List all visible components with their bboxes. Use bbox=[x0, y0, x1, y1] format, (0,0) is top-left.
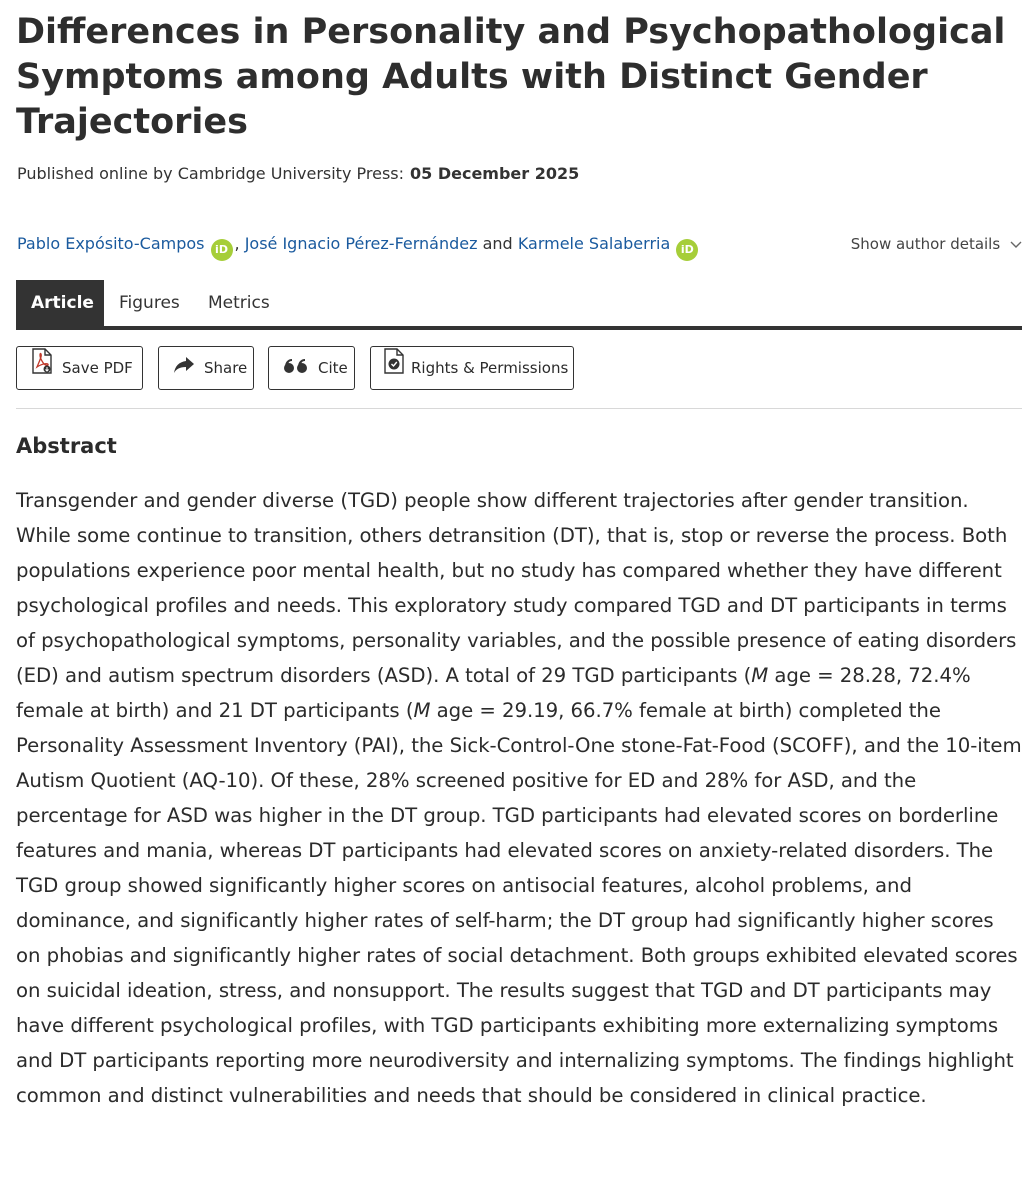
rights-permissions-button[interactable] bbox=[370, 346, 574, 390]
pdf-icon bbox=[31, 348, 53, 390]
published-date: 05 December 2025 bbox=[410, 164, 580, 183]
abstract-italic-m: M bbox=[413, 699, 431, 722]
save-pdf-label: Save PDF bbox=[62, 359, 133, 377]
rights-document-icon bbox=[383, 348, 405, 390]
author-link[interactable]: Pablo Expósito-Campos bbox=[17, 234, 205, 253]
article-tabs bbox=[16, 280, 1022, 330]
orcid-icon[interactable]: iD bbox=[211, 239, 233, 261]
tab-metrics[interactable]: Metrics bbox=[208, 293, 270, 313]
orcid-icon[interactable]: iD bbox=[676, 239, 698, 261]
author-list bbox=[17, 230, 1022, 258]
chevron-down-icon bbox=[1006, 238, 1022, 252]
abstract-text-part: age = 28.28, 72.4% female at birth) and 21 DT participants ( bbox=[16, 664, 971, 722]
author-link[interactable]: Karmele Salaberria bbox=[517, 234, 671, 253]
abstract-text-part: age = 29.19, 66.7% female at birth) completed the Personality Assessment Inventory (PAI), the Sick-Control-One stone-Fat-Food (SCOFF), and the 10-item Autism Quotient (AQ-10). Of these, 28% screened positive for ED and 28% for ASD, and the percentage for ASD was higher in the DT group. TGD participants had elevated scores on borderline features and mania, whereas DT participants had elevated scores on anxiety-related disorders. The TGD group showed significantly higher scores on antisocial features, alcohol problems, and dominance, and significantly higher rates of self-harm; the DT group had significantly higher scores on phobias and significantly higher rates of social detachment. Both groups exhibited elevated scores on suicidal ideation, stress, and nonsupport. The results suggest that TGD and DT participants may have different psychological profiles, with TGD participants exhibiting more externalizing symptoms and DT participants reporting more neurodiversity and internalizing symptoms. The findings highlight common and distinct vulnerabilities and needs that should be considered in clinical practice. bbox=[16, 699, 1022, 1107]
cite-label: Cite bbox=[318, 359, 348, 377]
abstract-text bbox=[16, 483, 1022, 1113]
save-pdf-button[interactable] bbox=[16, 346, 143, 390]
show-author-details-button[interactable] bbox=[851, 230, 1022, 259]
article-toolbar bbox=[16, 346, 1022, 392]
show-author-details-label: Show author details bbox=[850, 235, 1001, 253]
abstract-italic-m: M bbox=[751, 664, 769, 687]
author-separator: and bbox=[482, 234, 513, 253]
tab-figures[interactable]: Figures bbox=[119, 293, 180, 313]
abstract-heading: Abstract bbox=[16, 434, 117, 458]
author-link[interactable]: José Ignacio Pérez-Fernández bbox=[244, 234, 478, 253]
publication-info bbox=[17, 163, 579, 185]
abstract-text-part: Transgender and gender diverse (TGD) people show different trajectories after gender transition. While some continue to transition, others detransition (DT), that is, stop or reverse the process. Both populations experience poor mental health, but no study has compared whether they have different psychological profiles and needs. This exploratory study compared TGD and DT participants in terms of psychopathological symptoms, personality variables, and the possible presence of eating disorders (ED) and autism spectrum disorders (ASD). A total of 29 TGD participants ( bbox=[16, 489, 1017, 687]
quote-icon bbox=[283, 348, 309, 390]
published-label: Published online by Cambridge University Press: bbox=[17, 164, 404, 183]
share-button[interactable] bbox=[158, 346, 254, 390]
author-separator: , bbox=[234, 234, 240, 253]
section-divider bbox=[16, 408, 1022, 409]
share-label: Share bbox=[204, 359, 248, 377]
tab-article[interactable]: Article bbox=[16, 280, 104, 326]
cite-button[interactable] bbox=[268, 346, 355, 390]
share-arrow-icon bbox=[173, 348, 195, 390]
rights-permissions-label: Rights & Permissions bbox=[411, 359, 569, 377]
article-title: Differences in Personality and Psychopathological Symptoms among Adults with Distinct Gender Trajectories bbox=[16, 12, 1006, 142]
